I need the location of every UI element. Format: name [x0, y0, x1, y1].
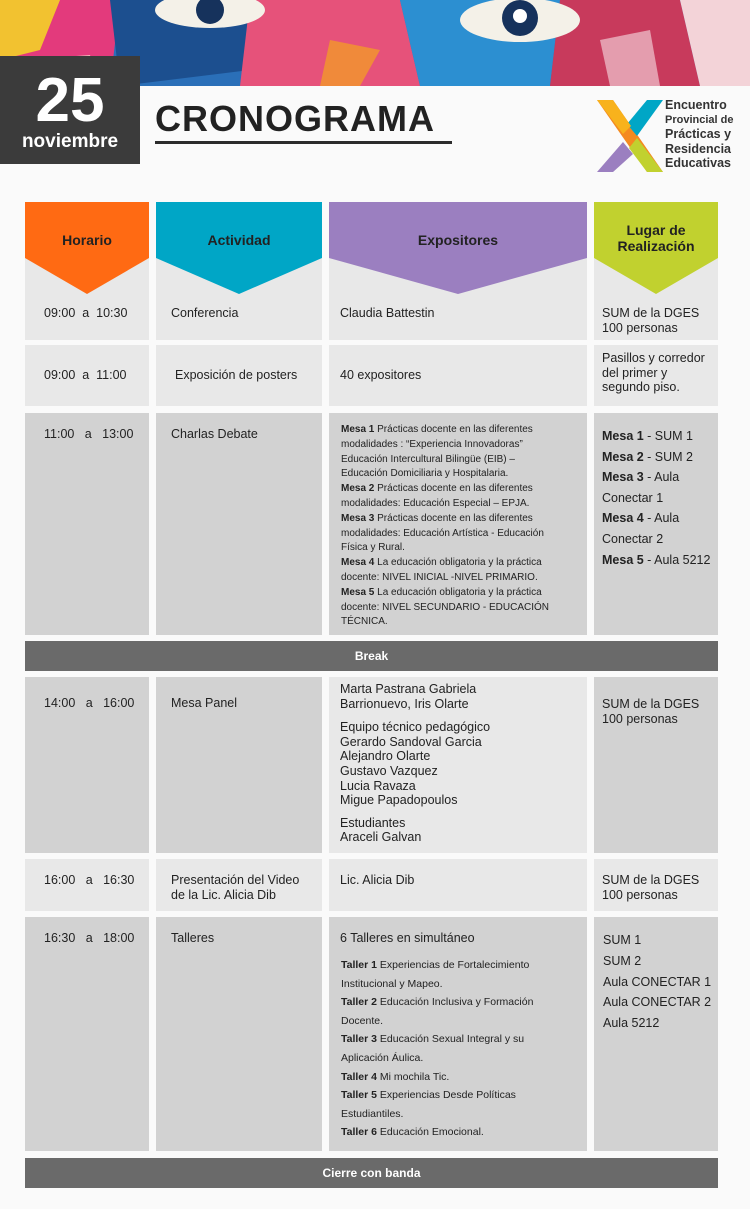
- place-line: Pasillos y corredor: [602, 351, 705, 365]
- date-month: noviembre: [21, 131, 119, 152]
- activity-line: de la Lic. Alicia Dib: [171, 888, 276, 902]
- place-line: del primer y: [602, 365, 668, 380]
- row3-activity: Charlas Debate: [171, 427, 258, 441]
- mesa-text: modalidades : “Experiencia Innovadoras”: [341, 438, 523, 450]
- speaker-line: Lucia Ravaza: [340, 778, 416, 793]
- place-value: Conectar 2: [602, 531, 664, 546]
- time-sep: a: [82, 306, 90, 320]
- time-from: 16:00: [44, 873, 76, 887]
- time-sep: a: [82, 368, 90, 382]
- place-label: Mesa 3: [602, 470, 644, 485]
- time-to: 10:30: [96, 306, 128, 320]
- row4-activity: Mesa Panel: [171, 696, 238, 710]
- taller-text: Educación Emocional.: [379, 1126, 484, 1139]
- x-logo-icon: [597, 100, 663, 172]
- header-lugar-line: Realización: [617, 238, 695, 254]
- row3-time: [44, 427, 133, 441]
- speaker-line: Migue Papadopoulos: [340, 793, 458, 808]
- time-from: 09:00: [44, 306, 76, 320]
- date-day: 25: [35, 66, 105, 135]
- mesa-label: Mesa 1: [341, 424, 375, 435]
- taller-text: Mi mochila Tic.: [379, 1070, 450, 1083]
- taller-item: [341, 1030, 533, 1049]
- mesa-text: docente: NIVEL INICIAL -NIVEL PRIMARIO.: [341, 571, 538, 583]
- place-line: [602, 467, 710, 488]
- time-from: 14:00: [44, 696, 76, 710]
- speaker-line: Barrionuevo, Iris Olarte: [340, 696, 469, 711]
- mesa-item: [341, 482, 549, 512]
- speaker-line: Estudiantes: [340, 815, 406, 830]
- taller-text: Docente.: [341, 1014, 384, 1027]
- closing-bar: Cierre con banda: [25, 1158, 718, 1188]
- taller-text: Educación Sexual Integral y su: [379, 1033, 525, 1046]
- row2-time: [44, 368, 127, 382]
- time-to: 11:00: [96, 368, 127, 382]
- logo-line: Educativas: [665, 156, 732, 171]
- place-line: [602, 529, 710, 550]
- break-bar: Break: [25, 641, 718, 671]
- speaker-line: Equipo técnico pedagógico: [340, 720, 491, 735]
- taller-label: Taller 3: [341, 1033, 377, 1046]
- place-label: Mesa 1: [602, 429, 644, 443]
- row1-place: [602, 306, 699, 336]
- place-line: 100 personas: [602, 321, 678, 335]
- speaker-line: Alejandro Olarte: [340, 749, 431, 764]
- place-value: - SUM 2: [643, 449, 694, 464]
- row6-intro: 6 Talleres en simultáneo: [340, 931, 475, 945]
- row5-time: [44, 873, 134, 887]
- place-line: Aula CONECTAR 1: [603, 974, 712, 989]
- place-value: - Aula: [643, 511, 680, 526]
- taller-label: Taller 6: [341, 1126, 377, 1139]
- time-from: 09:00: [44, 368, 76, 382]
- mesa-text: Educación Domiciliaria y Hospitalaria.: [341, 468, 509, 480]
- row6-activity-cell: [156, 917, 322, 1151]
- taller-label: Taller 1: [341, 959, 377, 971]
- row2-activity: Exposición de posters: [175, 368, 298, 382]
- place-line: segundo piso.: [602, 380, 680, 394]
- row5-place: [602, 873, 699, 903]
- logo-line: Provincial de: [665, 113, 734, 126]
- time-sep: a: [85, 873, 93, 887]
- mesa-text: Educación Intercultural Bilingüe (EIB) –: [341, 453, 515, 465]
- row6-talleres: [341, 956, 533, 1142]
- taller-label: Taller 2: [341, 996, 377, 1009]
- place-line: Aula 5212: [603, 1016, 660, 1031]
- row5-speaker: Lic. Alicia Dib: [340, 873, 415, 887]
- place-value: - Aula: [643, 470, 680, 485]
- place-line: 100 personas: [602, 712, 678, 726]
- taller-label: Taller 5: [341, 1089, 377, 1102]
- mesa-text: modalidades: Educación Artística - Educación: [341, 527, 544, 539]
- taller-text: Experiencias de Fortalecimiento: [379, 959, 530, 971]
- taller-text: Estudiantiles.: [341, 1107, 404, 1120]
- title-underline: [155, 141, 452, 144]
- header-expositores: [329, 202, 587, 294]
- row1-activity: Conferencia: [171, 306, 239, 320]
- place-line: SUM de la DGES: [602, 697, 700, 711]
- place-label: Mesa 4: [602, 511, 644, 526]
- taller-text: Educación Inclusiva y Formación: [379, 996, 534, 1009]
- row2-speaker: 40 expositores: [340, 368, 422, 382]
- mesa-item: [341, 512, 549, 556]
- row6-places: [603, 930, 711, 1034]
- mesa-text: La educación obligatoria y la práctica: [377, 586, 542, 598]
- place-line: [602, 488, 710, 509]
- header-expositores-label: Expositores: [417, 232, 499, 248]
- row3-time-cell: [25, 413, 149, 635]
- place-line: SUM 1: [603, 933, 642, 947]
- time-sep: a: [85, 696, 93, 710]
- time-from: 16:30: [44, 931, 76, 945]
- logo-line: Encuentro: [665, 98, 727, 112]
- row4-speakers: [340, 682, 490, 845]
- row2-place: [602, 351, 705, 395]
- speaker-line: Araceli Galvan: [340, 830, 422, 845]
- place-line: Aula CONECTAR 2: [603, 995, 712, 1010]
- taller-text: Institucional y Mapeo.: [341, 977, 443, 990]
- speaker-line: Marta Pastrana Gabriela: [340, 682, 477, 696]
- header-actividad: [156, 202, 322, 294]
- time-to: 18:00: [103, 931, 135, 945]
- time-sep: a: [85, 931, 93, 945]
- taller-label: Taller 4: [341, 1070, 377, 1083]
- mesa-text: Prácticas docente en las diferentes: [377, 424, 533, 435]
- place-line: SUM 2: [603, 953, 642, 968]
- place-line: SUM de la DGES: [602, 873, 700, 887]
- mesa-label: Mesa 2: [341, 483, 375, 495]
- taller-text: Experiencias Desde Políticas: [379, 1089, 516, 1102]
- header-lugar: [594, 202, 718, 294]
- mesa-text: docente: NIVEL SECUNDARIO - EDUCACIÓN: [341, 601, 550, 613]
- mesa-label: Mesa 5: [341, 586, 375, 598]
- header-horario-label: Horario: [62, 232, 112, 248]
- header-horario-shape: [25, 202, 149, 294]
- row6-activity: Talleres: [171, 931, 215, 945]
- mesa-item: [341, 423, 549, 482]
- date-box: [0, 56, 140, 164]
- row6-time-cell: [25, 917, 149, 1151]
- place-line: [602, 447, 710, 468]
- mesa-label: Mesa 3: [341, 512, 375, 524]
- header-expositores-shape: [329, 202, 587, 294]
- activity-line: Presentación del Video: [171, 873, 300, 887]
- taller-item: [341, 956, 533, 975]
- mesa-text: modalidades: Educación Especial – EPJA.: [341, 497, 530, 509]
- header-lugar-label: [594, 222, 718, 254]
- place-label: Mesa 2: [602, 449, 644, 464]
- logo-text: [665, 98, 733, 171]
- time-from: 11:00: [44, 427, 75, 441]
- place-label: Mesa 5: [602, 552, 644, 567]
- mesa-text: Prácticas docente en las diferentes: [377, 483, 533, 495]
- place-line: SUM de la DGES: [602, 306, 700, 320]
- row4-time: [44, 696, 134, 710]
- place-line: [602, 550, 710, 571]
- row5-activity: [171, 873, 299, 903]
- mesa-text: Física y Rural.: [341, 542, 405, 554]
- mesa-label: Mesa 4: [341, 557, 375, 569]
- logo-line: Residencia: [665, 141, 732, 156]
- time-to: 13:00: [102, 427, 134, 441]
- speaker-line: Gerardo Sandoval Garcia: [340, 734, 482, 749]
- time-to: 16:30: [103, 873, 135, 887]
- mesa-item: [341, 586, 549, 630]
- header-horario: [25, 202, 149, 294]
- time-sep: a: [84, 427, 92, 441]
- header-actividad-shape: [156, 202, 322, 294]
- row6-time: [44, 931, 134, 945]
- logo-line: Prácticas y: [665, 127, 732, 142]
- header-actividad-label: Actividad: [207, 232, 271, 248]
- mesa-item: [341, 556, 549, 586]
- row3-mesas: [341, 423, 549, 630]
- page-title: CRONOGRAMA: [155, 98, 435, 139]
- row3-places: [602, 426, 710, 570]
- mesa-text: Prácticas docente en las diferentes: [377, 512, 533, 524]
- time-to: 16:00: [103, 696, 135, 710]
- mesa-text: La educación obligatoria y la práctica: [377, 557, 542, 569]
- row1-time: [44, 306, 127, 320]
- place-line: 100 personas: [602, 888, 678, 902]
- place-value: Conectar 1: [602, 490, 664, 505]
- place-line: [602, 508, 710, 529]
- place-line: [602, 426, 710, 447]
- taller-item: [341, 1086, 533, 1105]
- row1-speaker: Claudia Battestin: [340, 306, 435, 320]
- row3-activity-cell: [156, 413, 322, 635]
- event-logo: [597, 98, 737, 172]
- taller-item: [341, 993, 533, 1012]
- taller-item: [341, 1123, 533, 1142]
- row4-place: [602, 697, 699, 727]
- mesa-text: TÉCNICA.: [341, 616, 388, 628]
- taller-text: Aplicación Áulica.: [341, 1051, 424, 1064]
- speaker-line: Gustavo Vazquez: [340, 763, 438, 778]
- taller-item: [341, 1068, 533, 1087]
- place-value: - SUM 1: [643, 429, 694, 443]
- header-lugar-line: Lugar de: [626, 222, 686, 238]
- place-value: - Aula 5212: [643, 552, 711, 567]
